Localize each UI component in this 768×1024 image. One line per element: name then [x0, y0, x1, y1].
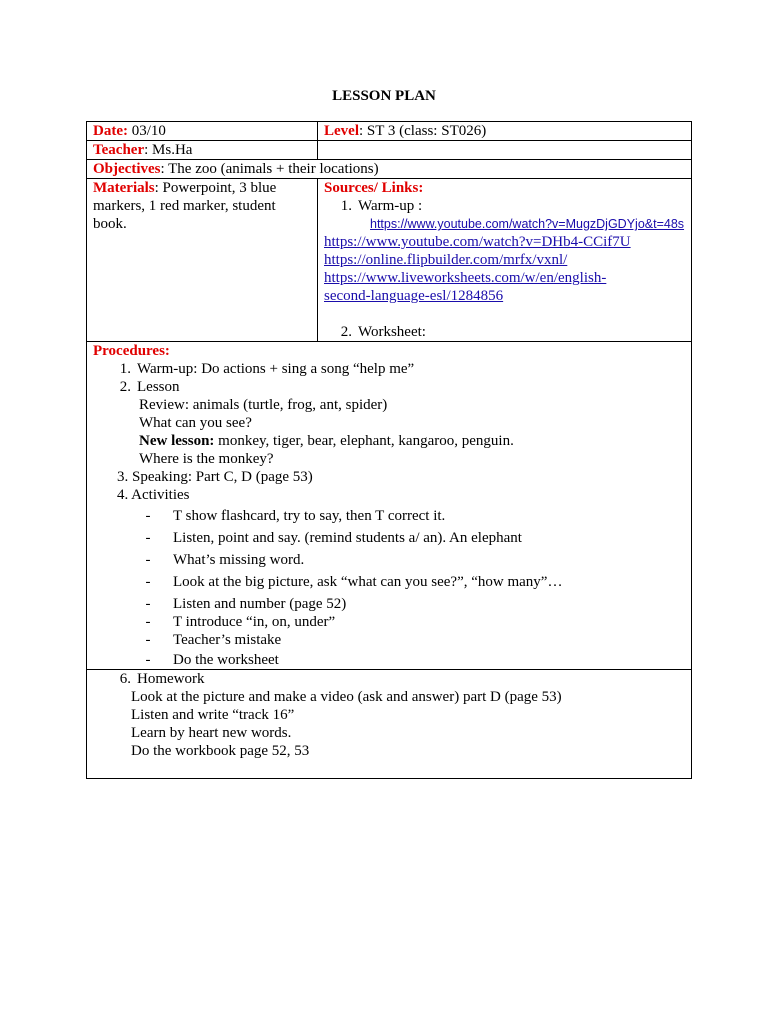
- lesson-where: Where is the monkey?: [139, 451, 274, 467]
- sources-label: Sources/ Links:: [324, 180, 424, 196]
- activity-item: - Listen, point and say. (remind students a/ an). An elephant: [145, 530, 522, 546]
- activity-item: - Look at the big picture, ask “what can you see?”, “how many”…: [145, 574, 563, 590]
- homework-heading: 6. Homework: [119, 671, 205, 687]
- activity-item: - Do the worksheet: [145, 652, 279, 668]
- teacher-cell: [87, 141, 318, 160]
- homework-line: Learn by heart new words.: [131, 725, 292, 741]
- lesson-new: New lesson: monkey, tiger, bear, elephant, kangaroo, penguin.: [139, 433, 514, 449]
- teacher-value: : Ms.Ha: [144, 142, 193, 158]
- sources-item-worksheet: 2. Worksheet:: [340, 324, 426, 340]
- link-flipbuilder[interactable]: https://online.flipbuilder.com/mrfx/vxnl/: [324, 252, 568, 268]
- document-title: LESSON PLAN: [332, 88, 436, 104]
- date-label: Date:: [93, 123, 128, 139]
- link-youtube-warmup[interactable]: https://www.youtube.com/watch?v=MugzDjGDYjo&t=48s: [370, 217, 685, 231]
- materials-value: : Powerpoint, 3 blue markers, 1 red marker, student book.: [93, 180, 277, 232]
- row-procedures: [87, 342, 692, 670]
- date-cell: [87, 122, 318, 141]
- teacher-empty-cell: [318, 141, 692, 160]
- homework-line: Look at the picture and make a video (ask and answer) part D (page 53): [131, 689, 562, 705]
- step-warmup: 1. Warm-up: Do actions + sing a song “help me”: [119, 361, 415, 377]
- activity-item: - What’s missing word.: [145, 552, 305, 568]
- procedures-label: Procedures:: [93, 343, 170, 359]
- materials-cell: [87, 179, 318, 342]
- row-teacher: [87, 141, 692, 160]
- homework-line: Do the workbook page 52, 53: [131, 743, 310, 759]
- step-speaking: 3. Speaking: Part C, D (page 53): [117, 469, 313, 485]
- row-materials-sources: [87, 179, 692, 342]
- objectives-label: Objectives: [93, 161, 161, 177]
- activity-item: - T introduce “in, on, under”: [145, 614, 336, 630]
- homework-cell: [87, 670, 692, 779]
- level-label: Level: [324, 123, 359, 139]
- materials-label: Materials: [93, 180, 155, 196]
- objectives-value: : The zoo (animals + their locations): [160, 161, 379, 177]
- teacher-label: Teacher: [93, 142, 145, 158]
- objectives-cell: [87, 160, 692, 179]
- date-value: 03/10: [127, 123, 166, 139]
- link-liveworksheets-2[interactable]: second-language-esl/1284856: [324, 288, 504, 304]
- spacer: [324, 305, 685, 323]
- lesson-plan-table: [86, 121, 692, 779]
- homework-line: Listen and write “track 16”: [131, 707, 295, 723]
- activity-item: - Teacher’s mistake: [145, 632, 282, 648]
- activity-item: - Listen and number (page 52): [145, 596, 347, 612]
- row-objectives: [87, 160, 692, 179]
- lesson-what-see: What can you see?: [139, 415, 252, 431]
- step-lesson: 2. Lesson: [119, 379, 180, 395]
- lesson-review: Review: animals (turtle, frog, ant, spider): [139, 397, 388, 413]
- row-homework: [87, 670, 692, 779]
- link-liveworksheets-1[interactable]: https://www.liveworksheets.com/w/en/english-: [324, 270, 607, 286]
- sources-item-warmup: 1. Warm-up :: [340, 198, 423, 214]
- level-value: : ST 3 (class: ST026): [359, 123, 487, 139]
- row-date-level: [87, 122, 692, 141]
- sources-cell: [318, 179, 692, 342]
- step-activities: 4. Activities: [117, 487, 190, 503]
- activity-item: - T show flashcard, try to say, then T correct it.: [145, 508, 446, 524]
- level-cell: [318, 122, 692, 141]
- procedures-cell: [87, 342, 692, 670]
- link-youtube-song[interactable]: https://www.youtube.com/watch?v=DHb4-CCif7U: [324, 234, 631, 250]
